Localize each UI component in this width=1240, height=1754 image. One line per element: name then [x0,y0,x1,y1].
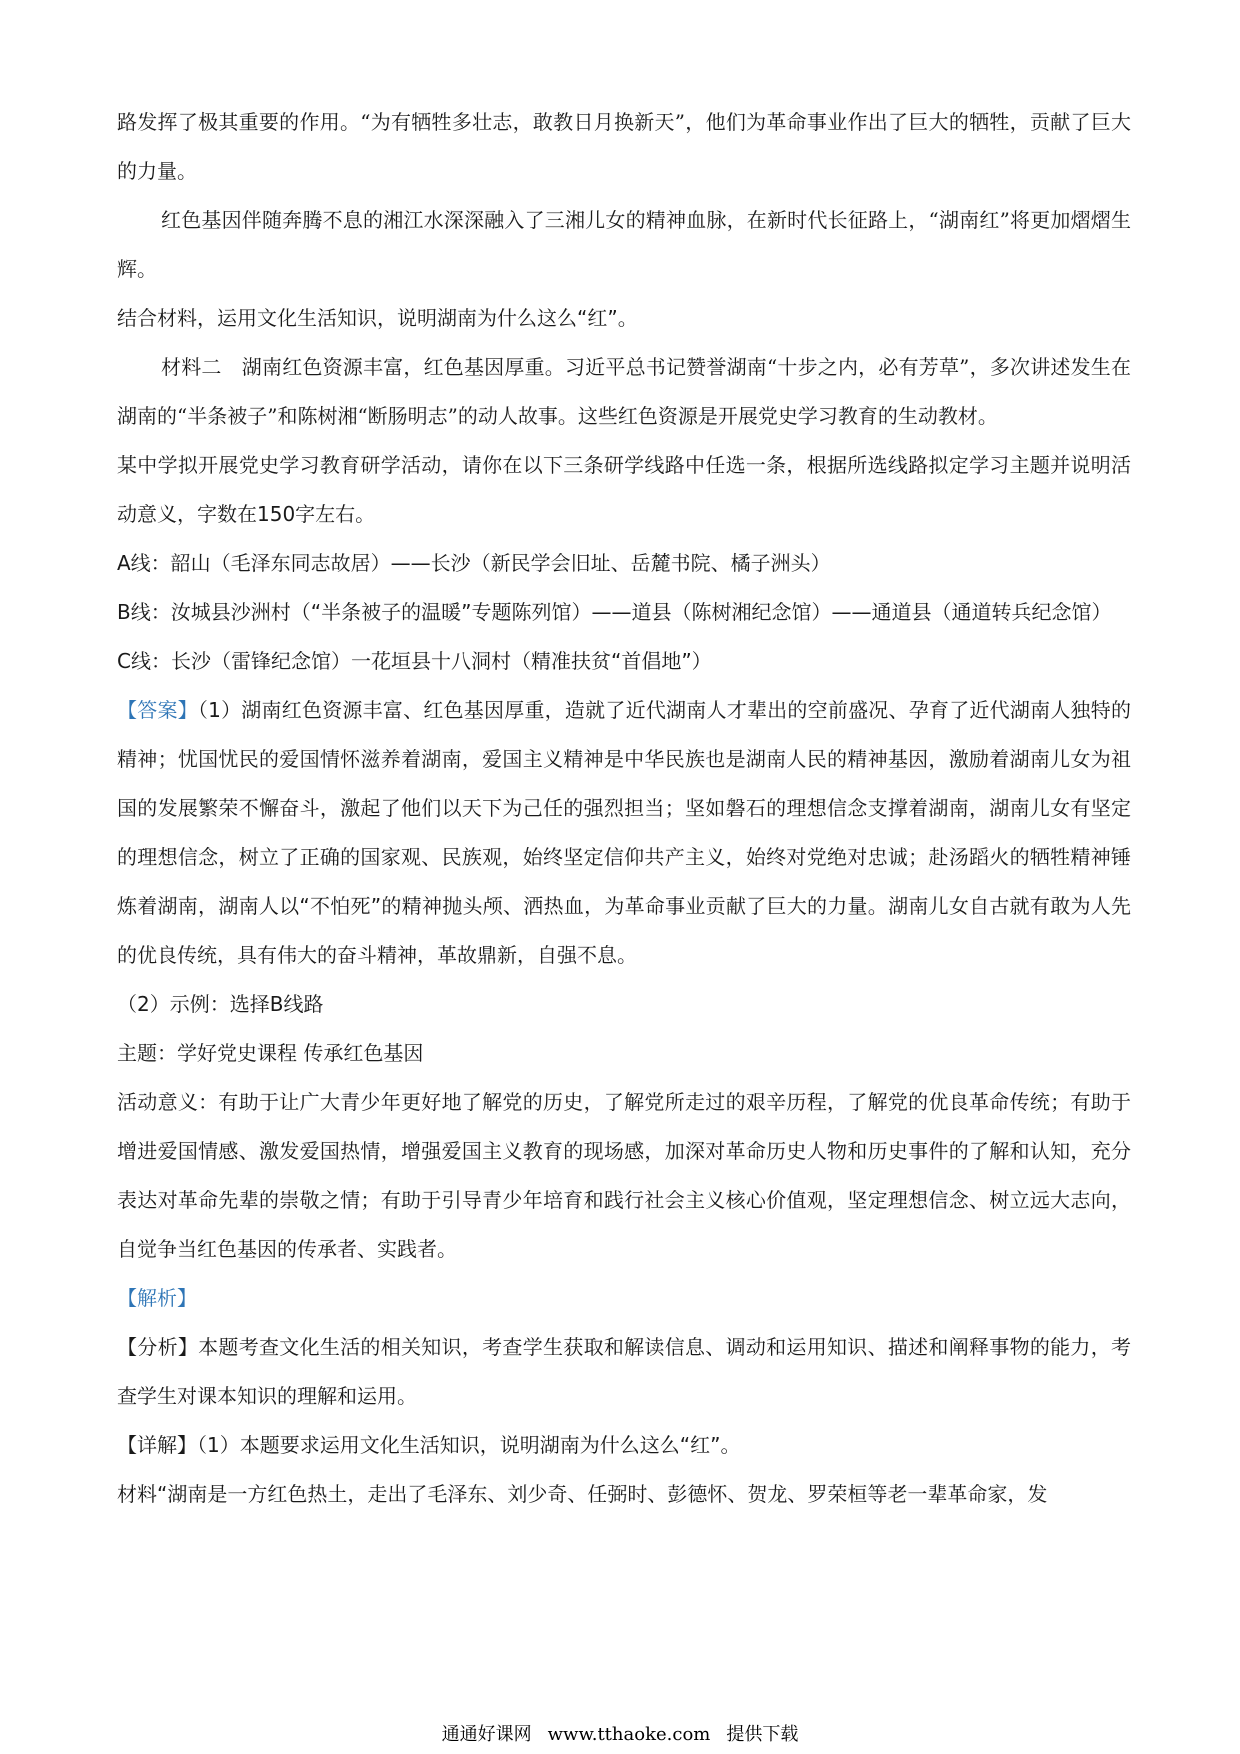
page-footer [0,1720,1240,1746]
answer-theme: 主题：学好党史课程 传承红色基因 [117,1041,424,1065]
route-c: C线：长沙（雷锋纪念馆）一花垣县十八洞村（精准扶贫“首倡地”） [117,649,712,673]
analysis-material: 材料“湖南是一方红色热土，走出了毛泽东、刘少奇、任弼时、彭德怀、贺龙、罗荣桓等老一辈革命家，发 [117,1482,1048,1506]
route-a: A线：韶山（毛泽东同志故居）——长沙（新民学会旧址、岳麓书院、橘子洲头） [117,551,831,575]
footer-site-name: 通通好课网 [441,1724,532,1745]
paragraph-material-one-end: 路发挥了极其重要的作用。“为有牺牲多壮志，敢教日月换新天”，他们为革命事业作出了巨大的牺牲，贡献了巨大的力量。 [117,110,1131,183]
analysis-detail: 【详解】（1）本题要求运用文化生活知识，说明湖南为什么这么“红”。 [117,1433,741,1457]
answer-tag: 【答案】 [117,698,198,722]
answer-text: （1）湖南红色资源丰富、红色基因厚重，造就了近代湖南人才辈出的空前盛况、孕育了近代湖南人独特的精神；忧国忧民的爱国情怀滋养着湖南，爱国主义精神是中华民族也是湖南人民的精神基因，激励着湖南儿女为祖国的发展繁荣不懈奋斗，激起了他们以天下为己任的强烈担当；坚如磐石的理想信念支撑着湖南，湖南儿女有坚定的理想信念，树立了正确的国家观、民族观，始终坚定信仰共产主义，始终对党绝对忠诚；赴汤蹈火的牺牲精神锤炼着湖南，湖南人以“不怕死”的精神抛头颅、洒热血，为革命事业贡献了巨大的力量。湖南儿女自古就有敢为人先的优良传统，具有伟大的奋斗精神，革故鼎新，自强不息。 [117,698,1131,967]
paragraph-material-two: 材料二 湖南红色资源丰富，红色基因厚重。习近平总书记赞誉湖南“十步之内，必有芳草”，多次讲述发生在湖南的“半条被子”和陈树湘“断肠明志”的动人故事。这些红色资源是开展党史学习教育的生动教材。 [117,355,1131,428]
question-one: 结合材料，运用文化生活知识，说明湖南为什么这么“红”。 [117,306,638,330]
route-b: B线：汝城县沙洲村（“半条被子的温暖”专题陈列馆）——道县（陈树湘纪念馆）——通道县（通道转兵纪念馆） [117,600,1112,624]
question-two: 某中学拟开展党史学习教育研学活动，请你在以下三条研学线路中任选一条，根据所选线路拟定学习主题并说明活动意义，字数在150字左右。 [117,453,1131,526]
footer-url[interactable]: www.tthaoke.com [547,1724,711,1745]
analysis-summary: 【分析】本题考查文化生活的相关知识，考查学生获取和解读信息、调动和运用知识、描述和阐释事物的能力，考查学生对课本知识的理解和运用。 [117,1335,1131,1408]
answer-part-two: （2）示例：选择B线路 [117,992,324,1016]
analysis-tag: 【解析】 [117,1286,197,1310]
answer-significance: 活动意义：有助于让广大青少年更好地了解党的历史，了解党所走过的艰辛历程，了解党的优良革命传统；有助于增进爱国情感、激发爱国热情，增强爱国主义教育的现场感，加深对革命历史人物和历史事件的了解和认知，充分表达对革命先辈的崇敬之情；有助于引导青少年培育和践行社会主义核心价值观，坚定理想信念、树立远大志向，自觉争当红色基因的传承者、实践者。 [117,1090,1131,1261]
answer-paragraph [117,686,1131,980]
paragraph-red-gene: 红色基因伴随奔腾不息的湘江水深深融入了三湘儿女的精神血脉，在新时代长征路上，“湖南红”将更加熠熠生辉。 [117,208,1131,281]
document-body [117,98,1131,1519]
footer-note: 提供下载 [726,1724,799,1745]
